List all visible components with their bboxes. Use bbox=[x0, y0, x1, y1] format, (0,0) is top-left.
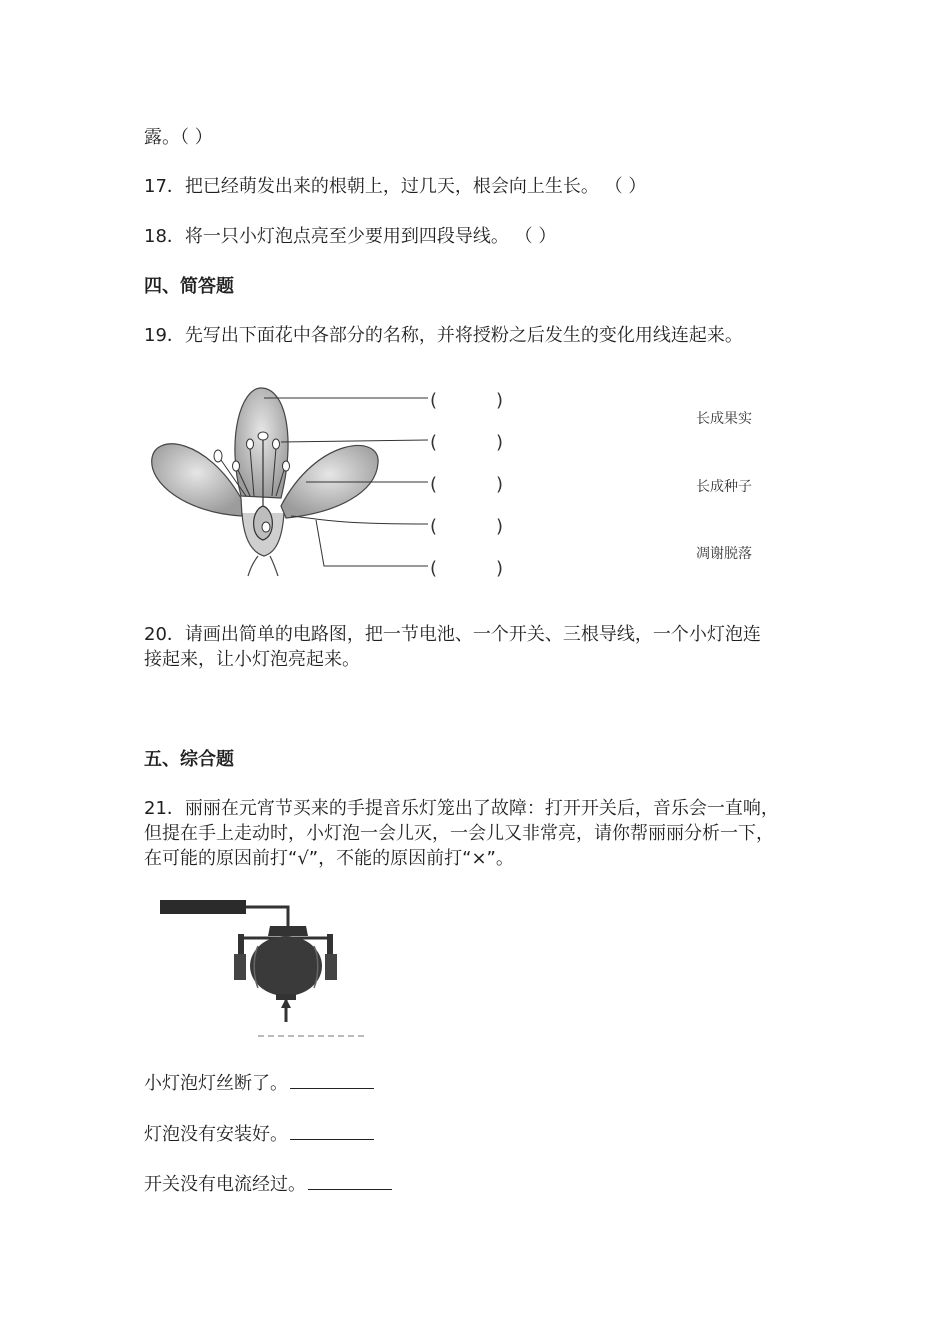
bracket-close-5: ) bbox=[496, 558, 504, 578]
left-petal bbox=[152, 444, 242, 516]
question-21-line-3: 在可能的原因前打“√”，不能的原因前打“×”。 bbox=[144, 848, 514, 869]
lantern-image bbox=[158, 896, 373, 1041]
change-seed: 长成种子 bbox=[696, 479, 752, 495]
bracket-close-1: ) bbox=[496, 390, 504, 411]
section-4-heading: 四、简答题 bbox=[144, 276, 234, 297]
bracket-open-4: ( bbox=[430, 516, 438, 537]
bracket-close-2: ) bbox=[496, 432, 504, 453]
option-1-text: 小灯泡灯丝断了。 bbox=[144, 1073, 288, 1094]
option-1 bbox=[144, 1070, 374, 1096]
option-2-text: 灯泡没有安装好。 bbox=[144, 1124, 288, 1145]
q16-tail: 露。（ ） bbox=[144, 127, 213, 148]
bracket-open-5: ( bbox=[430, 558, 438, 578]
question-21-line-1: 21．丽丽在元宵节买来的手提音乐灯笼出了故障：打开开关后，音乐会一直响， bbox=[144, 798, 779, 819]
question-18: 18．将一只小灯泡点亮至少要用到四段导线。 （ ） bbox=[144, 226, 557, 247]
bracket-close-3: ) bbox=[496, 474, 504, 495]
bracket-open-1: ( bbox=[430, 390, 438, 411]
question-17: 17．把已经萌发出来的根朝上，过几天，根会向上生长。 （ ） bbox=[144, 176, 647, 197]
option-2-answer-blank[interactable] bbox=[290, 1121, 374, 1140]
lantern-handle bbox=[160, 900, 246, 914]
section-5-heading: 五、综合题 bbox=[144, 749, 234, 770]
lantern-body bbox=[250, 936, 322, 996]
option-2 bbox=[144, 1121, 374, 1147]
option-3 bbox=[144, 1171, 392, 1197]
bracket-close-4: ) bbox=[496, 516, 504, 537]
bracket-open-2: ( bbox=[430, 432, 438, 453]
question-20-line-2: 接起来，让小灯泡亮起来。 bbox=[144, 649, 360, 670]
option-3-text: 开关没有电流经过。 bbox=[144, 1174, 306, 1195]
change-fruit: 长成果实 bbox=[696, 411, 752, 427]
option-3-answer-blank[interactable] bbox=[308, 1171, 392, 1190]
bracket-open-3: ( bbox=[430, 474, 438, 495]
change-wither: 凋谢脱落 bbox=[696, 546, 752, 562]
question-20-line-1: 20．请画出简单的电路图，把一节电池、一个开关、三根导线，一个小灯泡连 bbox=[144, 624, 761, 645]
question-19: 19．先写出下面花中各部分的名称，并将授粉之后发生的变化用线连起来。 bbox=[144, 325, 743, 346]
option-1-answer-blank[interactable] bbox=[290, 1070, 374, 1089]
leader-lines bbox=[264, 398, 428, 566]
question-21-line-2: 但提在手上走动时，小灯泡一会儿灭，一会儿又非常亮，请你帮丽丽分析一下， bbox=[144, 823, 774, 844]
flower-diagram bbox=[146, 378, 526, 578]
ovule bbox=[262, 522, 270, 532]
